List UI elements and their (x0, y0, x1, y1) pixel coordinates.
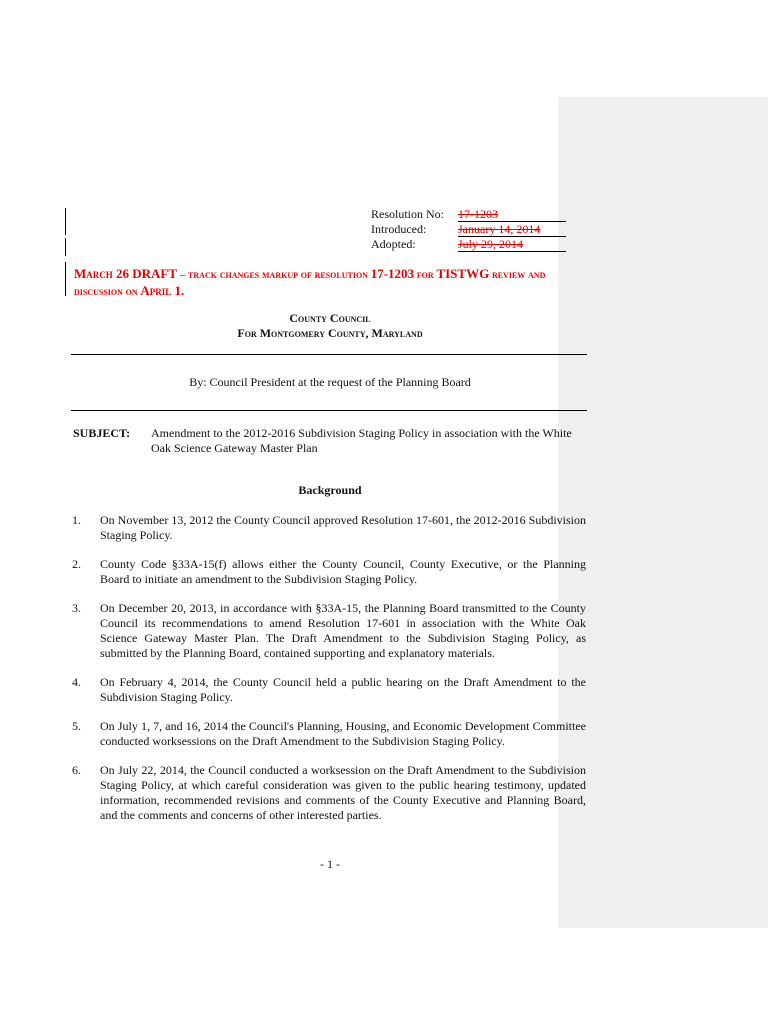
council-name: County Council (289, 311, 371, 325)
page-number: - 1 - (320, 857, 340, 871)
by-line: By: Council President at the request of the Planning Board (189, 375, 471, 389)
draft-note-group: TISTWG (436, 266, 490, 281)
draft-markup-note (74, 266, 588, 300)
list-item (72, 513, 586, 543)
draft-note-resolution: 17-1203 (370, 266, 415, 281)
item-number: 3. (72, 601, 81, 615)
subject-text: Amendment to the 2012-2016 Subdivision Staging Policy in association with the White Oak Science Gateway Master Plan (151, 426, 572, 455)
adopted-label: Adopted: (371, 237, 416, 251)
list-item (72, 675, 586, 705)
change-bar (65, 262, 66, 296)
background-heading: Background (298, 483, 362, 497)
resolution-number-label: Resolution No: (371, 207, 445, 221)
draft-note-suffix: review and discussion on (74, 269, 546, 298)
list-item (72, 719, 586, 749)
draft-note-for: for (414, 269, 437, 281)
comment-margin-pane (558, 97, 768, 928)
draft-note-prefix: March 26 DRAFT (74, 266, 178, 281)
background-list (72, 513, 586, 837)
item-number: 2. (72, 557, 81, 571)
item-text: On November 13, 2012 the County Council approved Resolution 17-601, the 2012-2016 Subdivision Staging Policy. (100, 513, 586, 542)
adopted-value: July 29, 2014 (458, 237, 566, 252)
item-number: 1. (72, 513, 81, 527)
divider-top (71, 354, 587, 355)
item-text: On December 20, 2013, in accordance with §33A-15, the Planning Board transmitted to the County Council its recommendations to amend Resolution 17-601 in association with the White Oak Science Gateway Master Plan. The Draft Amendment to the Subdivision Staging Policy, as submitted by the Planning Board, contained supporting and explanatory materials. (100, 601, 586, 660)
item-number: 4. (72, 675, 81, 689)
change-bar (65, 238, 66, 256)
subject-label: SUBJECT: (73, 426, 131, 440)
item-text: County Code §33A-15(f) allows either the County Council, County Executive, or the Planning Board to initiate an amendment to the Subdivision Staging Policy. (100, 557, 586, 586)
council-county: For Montgomery County, Maryland (237, 326, 423, 340)
list-item (72, 601, 586, 661)
list-item (72, 763, 586, 823)
divider-bottom (71, 410, 587, 411)
resolution-number-value: 17-1203 (458, 207, 566, 222)
item-text: On February 4, 2014, the County Council held a public hearing on the Draft Amendment to the Subdivision Staging Policy. (100, 675, 586, 704)
item-number: 5. (72, 719, 81, 733)
item-number: 6. (72, 763, 81, 777)
council-heading (72, 311, 588, 341)
draft-note-middle: – track changes markup of resolution (177, 269, 371, 281)
list-item (72, 557, 586, 587)
introduced-label: Introduced: (371, 222, 427, 236)
introduced-value: January 14, 2014 (458, 222, 566, 237)
item-text: On July 1, 7, and 16, 2014 the Council's Planning, Housing, and Economic Development Committee conducted worksessions on the Draft Amendment to the Subdivision Staging Policy. (100, 719, 586, 748)
item-text: On July 22, 2014, the Council conducted a worksession on the Draft Amendment to the Subdivision Staging Policy, at which careful consideration was given to the public hearing testimony, updated information, recommended revisions and comments of the County Executive and Planning Board, and the comments and concerns of other interested parties. (100, 763, 586, 822)
change-bar (65, 208, 66, 235)
draft-note-date: April 1. (140, 283, 185, 298)
